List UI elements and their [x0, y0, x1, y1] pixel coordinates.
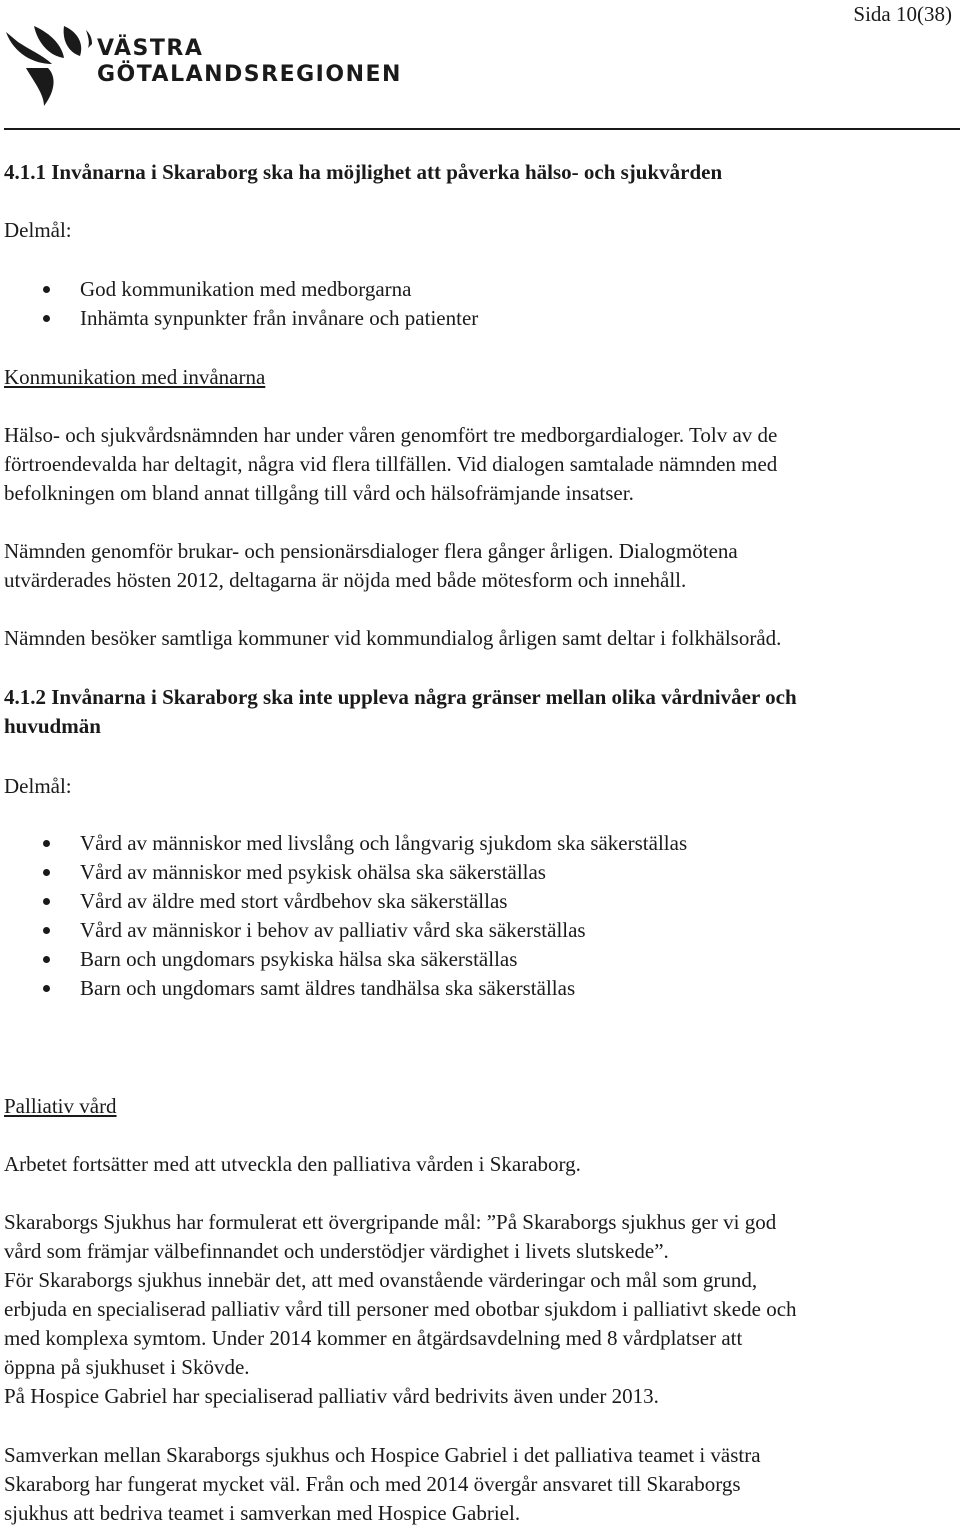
paragraph: Samverkan mellan Skaraborgs sjukhus och Hospice Gabriel i det palliativa teamet i västra Skaraborg har fungerat mycket väl. Från och med 2014 övergår ansvaret till Skaraborgs sjukhus att bedriva teamet i samverkan med Hospice Gabriel. — [4, 1443, 761, 1525]
organization-logo — [4, 24, 402, 108]
list-item: God kommunikation med medborgarna — [4, 275, 478, 304]
logo-text-line2: GÖTALANDSREGIONEN — [97, 62, 402, 87]
goals-label: Delmål: — [4, 218, 72, 242]
paragraph: Nämnden besöker samtliga kommuner vid kommundialog årligen samt deltar i folkhälsoråd. — [4, 626, 782, 650]
list-item: Vård av människor i behov av palliativ vård ska säkerställas — [4, 916, 687, 945]
goals-label: Delmål: — [4, 774, 72, 798]
paragraph: Arbetet fortsätter med att utveckla den palliativa vården i Skaraborg. — [4, 1152, 581, 1176]
header-divider — [4, 128, 960, 130]
subheading-palliativ-vard: Palliativ vård — [4, 1094, 117, 1118]
paragraph: Skaraborgs Sjukhus har formulerat ett övergripande mål: ”På Skaraborgs sjukhus ger vi god vård som främjar välbefinnandet och understödjer värdighet i livets slutskede”. För Skaraborgs sjukhus innebär det, att med ovanstående värderingar och mål som grund, erbjuda en specialiserad palliativ vård till personer med obotbar sjukdom i palliativt skede och med komplexa symtom. Under 2014 kommer en åtgärdsavdelning med 8 vårdplatser att öppna på sjukhuset i Skövde. På Hospice Gabriel har specialiserad palliativ vård bedrivits även under 2013. — [4, 1210, 797, 1408]
goals-list-2 — [4, 829, 687, 1003]
list-item: Vård av människor med psykisk ohälsa ska säkerställas — [4, 858, 687, 887]
paragraph: Nämnden genomför brukar- och pensionärsdialoger flera gånger årligen. Dialogmötena utvärderades hösten 2012, deltagarna är nöjda med både mötesform och innehåll. — [4, 539, 738, 592]
list-item: Inhämta synpunkter från invånare och patienter — [4, 304, 478, 333]
section-heading-4-1-1: 4.1.1 Invånarna i Skaraborg ska ha möjlighet att påverka hälso- och sjukvården — [4, 160, 723, 184]
list-item: Vård av äldre med stort vårdbehov ska säkerställas — [4, 887, 687, 916]
logo-emblem-icon — [4, 24, 94, 108]
list-item: Barn och ungdomars samt äldres tandhälsa ska säkerställas — [4, 974, 687, 1003]
logo-text-line1: VÄSTRA — [97, 36, 204, 61]
list-item: Barn och ungdomars psykiska hälsa ska säkerställas — [4, 945, 687, 974]
list-item: Vård av människor med livslång och långvarig sjukdom ska säkerställas — [4, 829, 687, 858]
paragraph: Hälso- och sjukvårdsnämnden har under våren genomfört tre medborgardialoger. Tolv av de förtroendevalda har deltagit, några vid flera tillfällen. Vid dialogen samtalade nämnden med befolkningen om bland annat tillgång till vård och hälsofrämjande insatser. — [4, 423, 778, 505]
subheading-kommunikation: Konmunikation med invånarna — [4, 365, 266, 389]
section-heading-4-1-2: 4.1.2 Invånarna i Skaraborg ska inte uppleva några gränser mellan olika vårdnivåer och huvudmän — [4, 685, 797, 738]
page-number: Sida 10(38) — [853, 2, 952, 26]
goals-list-1 — [4, 275, 478, 333]
